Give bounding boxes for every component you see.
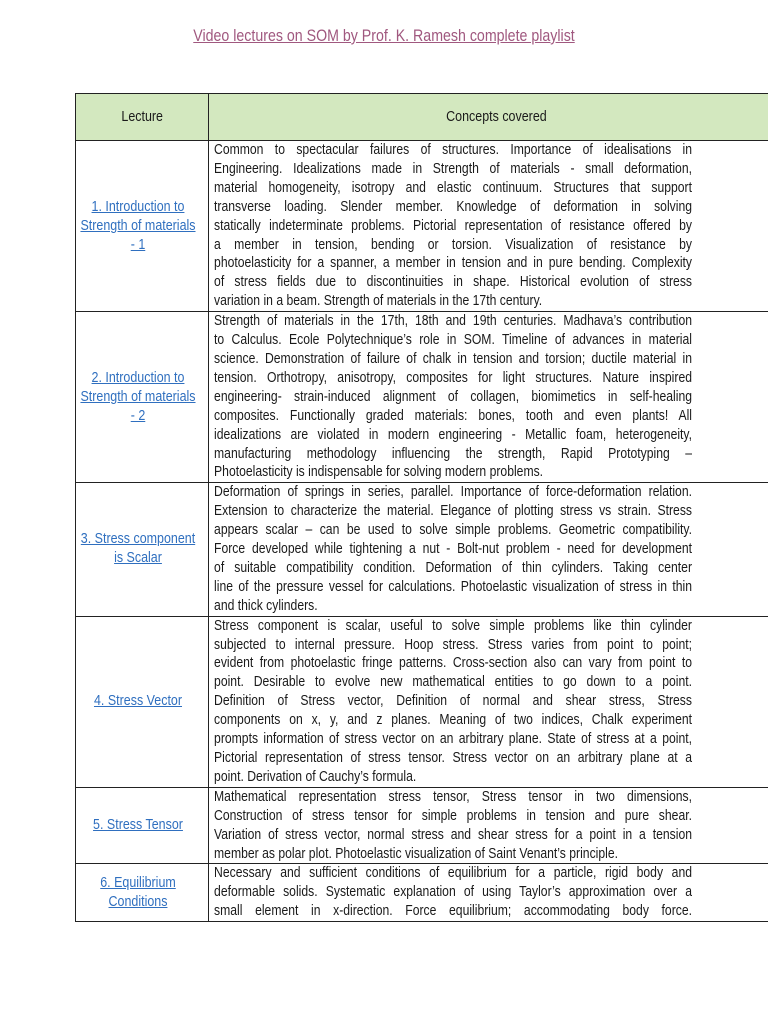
concepts-text-line: appears scalar – can be used to solve simple problems. Geometric compatibility. — [214, 522, 693, 539]
table-header-row — [76, 94, 768, 141]
concepts-text-line: a member in tension, bending or torsion. Visualization of resistance by — [214, 236, 693, 253]
concepts-text-line: Variation of stress vector, normal stress and shear stress for a point in a tension — [214, 826, 693, 843]
header-lecture: Lecture — [76, 94, 209, 141]
concepts-text-line: manufacturing methodology influencing the strength, Rapid Prototyping – — [214, 445, 693, 462]
concepts-text-line: Definition of Stress vector, Definition of normal and shear stress, Stress — [214, 693, 693, 710]
lecture-link[interactable]: 6. Equilibrium Conditions — [100, 874, 176, 910]
concepts-text-line: Extension to characterize the material. Elegance of plotting stress vs strain. Stress — [214, 503, 693, 520]
concepts-text-line: point. Derivation of Cauchy’s formula. — [214, 768, 417, 785]
concepts-text-line: point. Desirable to evolve new mathematical entities to go down to a point. — [214, 674, 693, 691]
concepts-text-line: small element in x-direction. Force equilibrium; accommodating body force. — [214, 903, 693, 920]
lecture-cell — [76, 616, 209, 787]
concepts-text-line: composites. Functionally graded materials: bones, tooth and even plants! All — [214, 407, 693, 424]
table-row — [76, 141, 768, 312]
concepts-cell — [209, 483, 768, 616]
concepts-text-line: of stress fields due to discontinuities in shape. Historical evolution of stress — [214, 274, 693, 291]
concepts-text-line: Deformation of springs in series, parallel. Importance of force-deformation relation. — [214, 484, 693, 501]
concepts-text-line: member as polar plot. Photoelastic visualization of Saint Venant’s principle. — [214, 845, 619, 862]
concepts-text-line: Mathematical representation stress tensor, Stress tensor in two dimensions, — [214, 788, 693, 805]
lecture-cell — [76, 312, 209, 483]
concepts-text-line: line of the pressure vessel for calculations. Photoelastic visualization of stress in thin — [214, 578, 693, 595]
concepts-text-line: material homogeneity, isotropy and elastic continuum. Structures that support — [214, 179, 693, 196]
concepts-text-line: Common to spectacular failures of structures. Importance of idealisations in — [214, 142, 693, 158]
concepts-text-line: idealizations are violated in modern engineering - Metallic foam, heterogeneity, — [214, 426, 693, 443]
concepts-text-line: Necessary and sufficient conditions of equilibrium for a particle, rigid body and — [214, 865, 693, 882]
concepts-text-line: statically indeterminate problems. Pictorial representation of resistance offered by — [214, 217, 693, 234]
header-concepts: Concepts covered — [209, 94, 768, 141]
concepts-text-line: science. Demonstration of failure of chalk in tension and torsion; ductile material in — [214, 350, 693, 367]
concepts-text-line: transverse loading. Slender member. Knowledge of deformation in solving — [214, 198, 693, 215]
lecture-cell — [76, 141, 209, 312]
concepts-text-line: variation in a beam. Strength of materials in the 17th century. — [214, 293, 543, 310]
lecture-link[interactable]: 5. Stress Tensor — [93, 817, 183, 834]
lecture-link[interactable]: 4. Stress Vector — [93, 693, 183, 710]
concepts-text-line: Stress component is scalar, useful to solve simple problems like thin cylinder — [214, 617, 693, 634]
table-row — [76, 312, 768, 483]
lecture-link[interactable]: 3. Stress component is Scalar — [80, 531, 196, 567]
concepts-text-line: components on x, y, and z planes. Meaning of two indices, Chalk experiment — [214, 712, 693, 729]
lecture-table — [75, 93, 768, 922]
concepts-text-line: prompts information of stress vector on an arbitrary plane. State of stress at a point, — [214, 731, 693, 748]
concepts-text-line: evident from photoelastic fringe patterns. Cross-section also can vary from point to — [214, 655, 693, 672]
concepts-text-line: subjected to internal pressure. Hoop stress. Stress varies from point to point; — [214, 636, 693, 653]
concepts-cell — [209, 864, 768, 922]
concepts-text-line: tension. Orthotropy, anisotropy, composites for light structures. Nature inspired — [214, 369, 693, 386]
concepts-text-line: engineering- strain-induced alignment of collagen, biomimetics in self-healing — [214, 388, 693, 405]
concepts-text-line: Pictorial representation of stress tensor. Stress vector on an arbitrary plane at a — [214, 750, 693, 766]
concepts-cell — [209, 312, 768, 483]
concepts-text-line: of suitable compatibility condition. Deformation of thin cylinders. Taking center — [214, 559, 693, 576]
playlist-title-link[interactable]: Video lectures on SOM by Prof. K. Ramesh complete playlist — [193, 27, 575, 45]
lecture-link[interactable]: 2. Introduction to Strength of materials - 2 — [80, 369, 196, 424]
table-row — [76, 616, 768, 787]
lecture-link[interactable]: 1. Introduction to Strength of materials - 1 — [80, 198, 196, 253]
concepts-text-line: to Calculus. Ecole Polytechnique’s role in SOM. Timeline of advances in material — [214, 332, 693, 349]
table-row — [76, 864, 768, 922]
lecture-cell — [76, 864, 209, 922]
concepts-cell — [209, 616, 768, 787]
lecture-cell — [76, 787, 209, 864]
concepts-text-line: Construction of stress tensor for simple problems in tension and pure shear. — [214, 807, 693, 824]
concepts-text-line: deformable solids. Systematic explanation of using Taylor’s approximation over a — [214, 884, 693, 901]
concepts-cell — [209, 141, 768, 312]
lecture-cell — [76, 483, 209, 616]
concepts-text-line: and thick cylinders. — [214, 597, 318, 614]
concepts-text-line: Force developed while tightening a nut - Bolt-nut problem - need for development — [214, 541, 693, 558]
concepts-cell — [209, 787, 768, 864]
concepts-text-line: photoelasticity for a spanner, a member in tension and in pure bending. Complexity — [214, 255, 693, 272]
concepts-text-line: Photoelasticity is indispensable for solving modern problems. — [214, 464, 544, 481]
table-row — [76, 483, 768, 616]
concepts-text-line: Engineering. Idealizations made in Strength of materials - small deformation, — [214, 160, 693, 177]
concepts-text-line: Strength of materials in the 17th, 18th and 19th centuries. Madhava’s contribution — [214, 313, 693, 330]
table-row — [76, 787, 768, 864]
